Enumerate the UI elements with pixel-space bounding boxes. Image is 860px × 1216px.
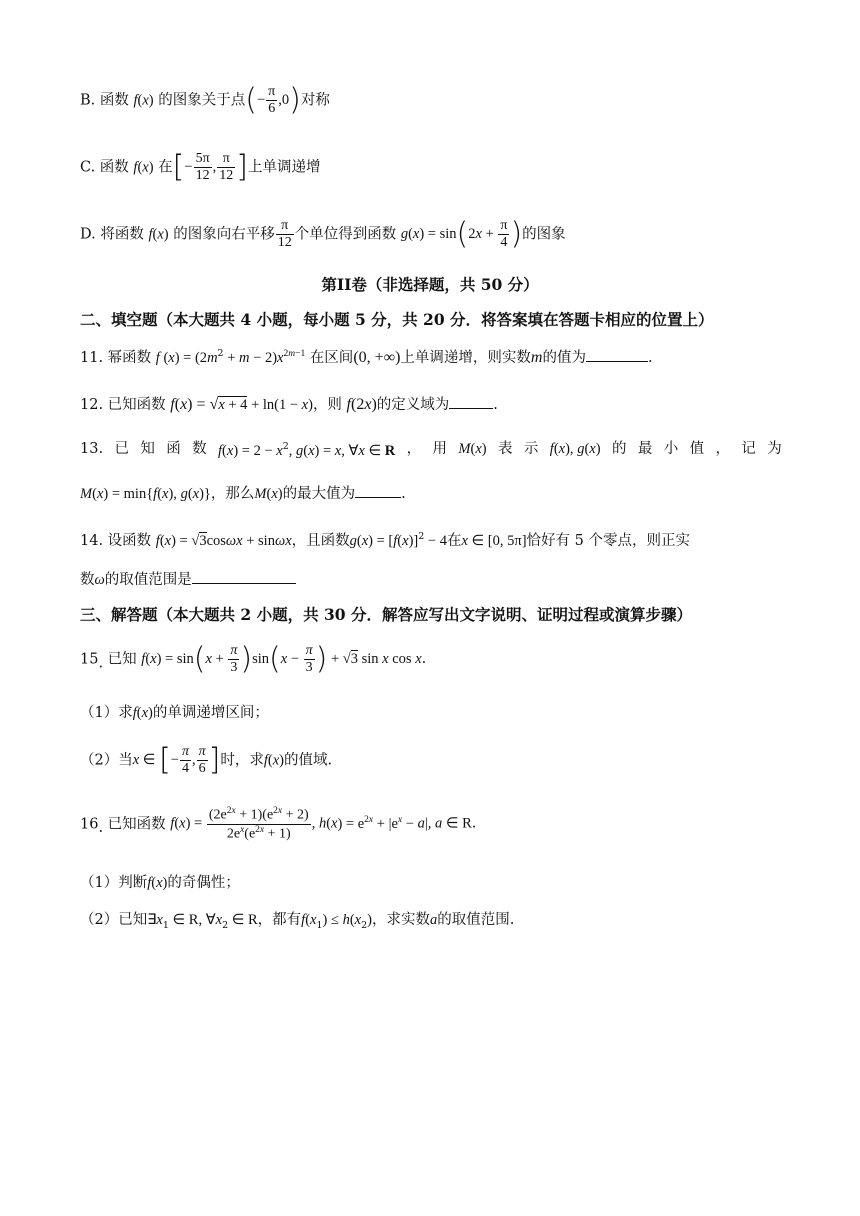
option-c: C. 函数 f(x) 在[− $\frac{5\pi}{12}$ , $\frac{\pi}{12}$ ]上单调递增	[80, 149, 321, 185]
answer-blank[interactable]	[355, 485, 401, 498]
question-text: 的取值范围.	[437, 912, 515, 928]
option-label: B.	[80, 92, 96, 109]
question-text: 已知	[118, 912, 148, 928]
question-15: 15. 已知 f(x) = sin(x + $\frac{\pi}{3}$ )sin(x − $\frac{\pi}{3}$ ) + √3 sin x cos x.	[80, 641, 427, 677]
question-text: 已知函数	[107, 816, 166, 833]
question-12: 12. 已知函数 f(x) = √x + 4 + ln(1 − x)，则 f(2x)的定义域为 .	[80, 396, 498, 413]
option-b: B. 函数 f(x) 的图象关于点(− $\frac{\pi}{6}$ ,0)对称	[80, 82, 330, 118]
fraction: $\frac{\pi}{6}$	[198, 744, 206, 777]
question-text: 最	[637, 441, 653, 457]
section-heading: 三、解答题（本大题共 2 小题，共 30 分．解答应写出文字说明、证明过程或演算步骤）	[80, 605, 692, 624]
question-text: 已	[114, 441, 129, 457]
question-text: 上单调递增，则实数	[400, 350, 531, 366]
question-text: ，则	[312, 397, 342, 413]
question-14-line2: 数ω的取值范围是	[80, 571, 782, 589]
part-label: （2）	[80, 912, 119, 928]
question-text: 已知函数	[107, 397, 166, 413]
question-text: 数	[192, 441, 207, 457]
question-number: 12.	[80, 397, 104, 413]
question-text: 求	[118, 705, 133, 721]
option-text: 函数	[99, 159, 129, 176]
option-label: C.	[80, 159, 96, 176]
question-text: ，那么	[210, 486, 255, 502]
fraction: $\frac{\pi}{4}$	[500, 218, 508, 251]
question-text: 的定义域为	[376, 397, 450, 413]
question-number: 14.	[80, 532, 104, 549]
question-text: 函	[166, 441, 181, 457]
question-text: ，都有	[257, 912, 302, 928]
option-text: 的图象向右平移	[173, 226, 275, 243]
question-text: 在	[446, 532, 462, 549]
answer-blank[interactable]	[449, 396, 493, 409]
fraction: $\frac{5\pi}{12}$	[195, 151, 210, 184]
fraction: $\frac{(2e^{2x} + 1)(e^{2x} + 2)}{2e^x(e^{2x} + 1)}$	[208, 806, 309, 842]
question-13: 13. 已 知 函 数 $f(x) = 2 - x^2$, g(x) = x, ∀x ∈ R ， 用 M(x) 表 示 f(x), g(x) 的 最 小 值 ， 记 为	[80, 441, 782, 459]
question-text: 时，求	[220, 752, 264, 769]
question-text: 的单调递增区间；	[152, 705, 269, 721]
option-text: 的图象关于点	[158, 92, 246, 109]
question-text: 的奇偶性；	[167, 875, 240, 891]
fraction: $\frac{\pi}{4}$	[181, 744, 189, 777]
question-text: 当	[118, 752, 133, 769]
question-text: ，且函数	[291, 532, 350, 549]
question-15-part1: （1）求f(x)的单调递增区间；	[80, 705, 269, 721]
question-text: 的最大值为	[282, 486, 356, 502]
answer-blank[interactable]	[586, 349, 648, 362]
question-text: 表	[498, 441, 513, 457]
fraction: $\frac{\pi}{3}$	[305, 643, 313, 676]
part-title: 第II卷（非选择题，共 50 分）	[321, 275, 539, 294]
question-text: ，	[715, 441, 731, 457]
question-text: 的值域.	[284, 752, 333, 769]
question-text: .	[401, 486, 406, 502]
question-text: .	[647, 350, 653, 366]
question-text: .	[98, 820, 104, 837]
answer-blank[interactable]	[192, 571, 296, 584]
question-text: .	[471, 815, 477, 832]
part-label: （1）	[80, 875, 119, 891]
question-number: 11.	[80, 350, 104, 366]
question-text: .	[493, 397, 498, 413]
option-d: D. 将函数 f(x) 的图象向右平移 $\frac{\pi}{12}$ 个单位得到函数 g(x) = sin(2x + $\frac{\pi}{4}$ )的图象	[80, 216, 566, 252]
question-16-part1: （1）判断f(x)的奇偶性；	[80, 875, 240, 891]
option-text: 个单位得到函数	[294, 226, 397, 243]
question-text: .	[421, 650, 427, 667]
question-text: 设函数	[107, 532, 152, 549]
question-number: 16	[80, 816, 99, 833]
question-16-part2: （2）已知$\exists x_1$ ∈ R, $\forall x_2$ ∈ R，都有$f(x_1) \le h(x_2)$，求实数a的取值范围.	[80, 912, 515, 931]
option-label: D.	[80, 226, 96, 243]
question-text: 的取值范围是	[104, 572, 192, 588]
question-text: .	[98, 655, 104, 672]
question-text: 小	[663, 441, 679, 457]
question-text: 示	[523, 441, 539, 457]
part-label: （2）	[80, 752, 119, 769]
option-text: 函数	[99, 92, 129, 109]
question-text: 判断	[118, 875, 148, 891]
question-11: 11. 幂函数 f $(x) = (2m^2 + m - 2)x^{2m-1}$ 在区间(0, +∞)上单调递增，则实数m的值为 .	[80, 348, 653, 366]
question-text: 用	[432, 441, 447, 457]
question-text: 数	[80, 572, 95, 588]
question-number: 13.	[80, 441, 104, 457]
question-text: 知	[140, 441, 155, 457]
question-text: 的	[611, 441, 627, 457]
option-text: 对称	[300, 92, 330, 109]
question-text: 的值为	[542, 350, 586, 366]
option-text: 的图象	[522, 226, 566, 243]
question-text: 已知	[107, 651, 137, 668]
question-text: 为	[767, 441, 782, 457]
math-fx: f	[133, 92, 138, 109]
question-number: 15	[80, 651, 99, 668]
part-label: （1）	[80, 705, 119, 721]
option-text: 在	[158, 159, 173, 176]
question-14: 14. 设函数 f(x) = √3cosωx + sinωx，且函数$g(x) = [f(x)]^2 - 4$在x ∈ [0, 5π]恰好有 5 个零点，则正实	[80, 531, 690, 549]
question-16: 16. 已知函数 f(x) = $\frac{(2e^{2x} + 1)(e^{2x} + 2)}{2e^x(e^{2x} + 1)}$ , $h(x) = e^{2x} + |e^x - a|$, a ∈ R.	[80, 806, 477, 842]
question-text: 幂函数	[107, 350, 152, 366]
fraction: $\frac{\pi}{3}$	[230, 643, 238, 676]
question-13-line2: M(x) = min{f(x), g(x)}，那么M(x)的最大值为 .	[80, 486, 406, 502]
question-text: ，求实数	[372, 912, 430, 928]
question-text: 恰好有 5 个零点，则正实	[526, 532, 690, 549]
question-text: 值	[689, 441, 705, 457]
question-15-part2: （2）当x ∈ [− $\frac{\pi}{4}$ , $\frac{\pi}{6}$ ]时，求f(x)的值域.	[80, 742, 333, 778]
fraction: $\frac{\pi}{12}$	[277, 218, 292, 251]
question-text: ，	[406, 441, 422, 457]
question-text: 在区间	[309, 350, 354, 366]
question-text: 记	[741, 441, 756, 457]
section-heading: 二、填空题（本大题共 4 小题，每小题 5 分，共 20 分．将答案填在答题卡相应的位置上）	[80, 310, 714, 329]
fraction: $\frac{\pi}{6}$	[268, 84, 276, 117]
option-text: 将函数	[100, 226, 144, 243]
option-text: 上单调递增	[248, 159, 321, 176]
fraction: $\frac{\pi}{12}$	[219, 151, 234, 184]
